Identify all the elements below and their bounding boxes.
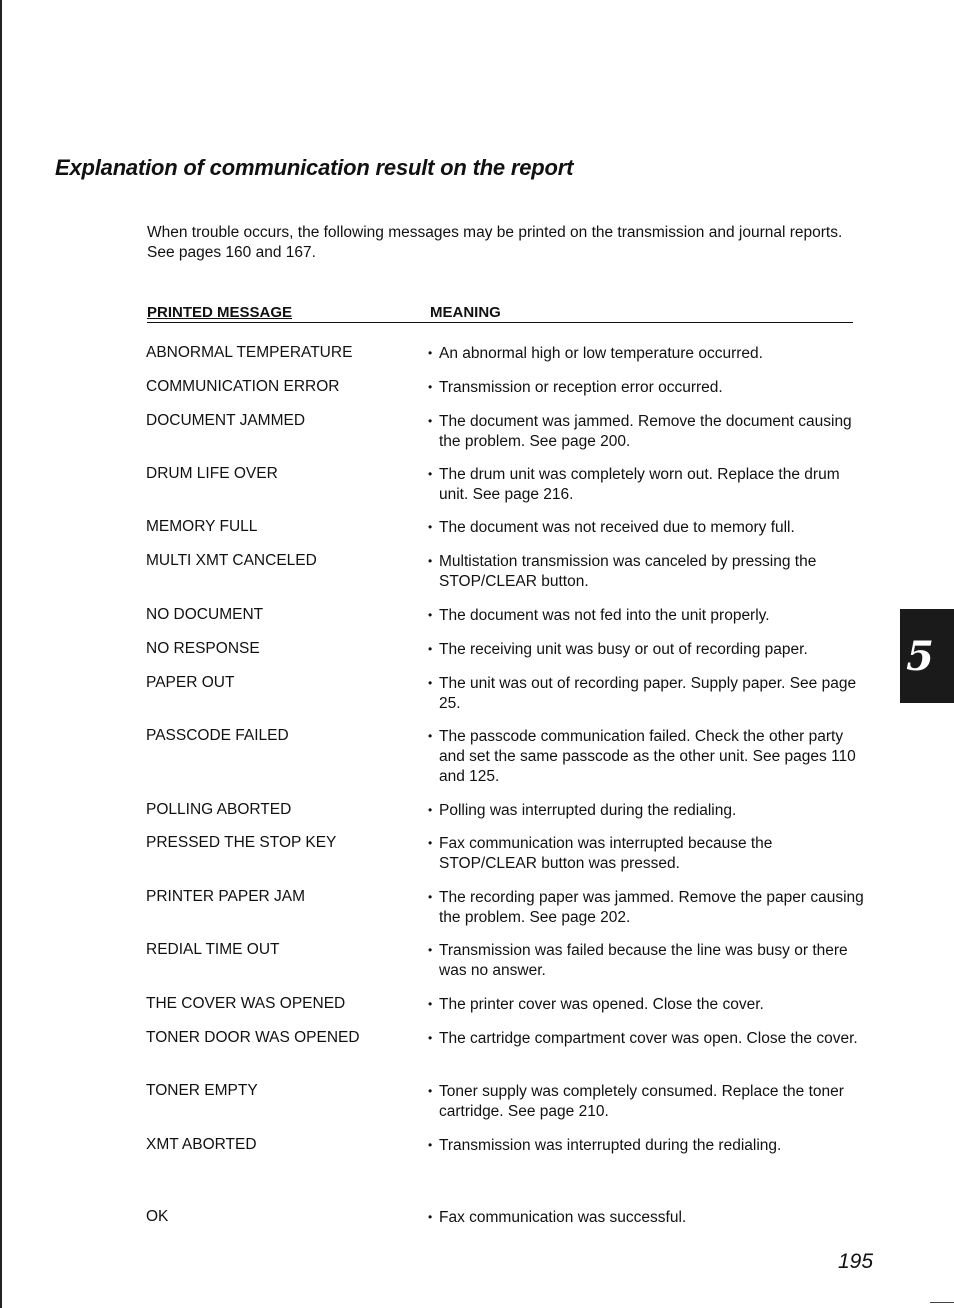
page-left-border	[0, 0, 2, 1308]
bullet-icon: •	[428, 890, 433, 904]
message-meaning: • The drum unit was completely worn out. Replace the drum unit. See page 216.	[428, 466, 840, 503]
message-meaning: • The passcode communication failed. Check the other party and set the same passcode as the other unit. See pages 110 and 125.	[428, 728, 856, 785]
printed-message: MULTI XMT CANCELED	[146, 552, 317, 569]
bullet-icon: •	[428, 608, 433, 622]
bullet-icon: •	[428, 943, 433, 957]
printed-message: PRESSED THE STOP KEY	[146, 834, 337, 851]
page-number: 195	[838, 1250, 874, 1273]
bullet-icon: •	[428, 380, 433, 394]
printed-message: THE COVER WAS OPENED	[146, 995, 346, 1012]
printed-message: DRUM LIFE OVER	[146, 465, 278, 482]
bullet-icon: •	[428, 1138, 433, 1152]
table-header	[147, 304, 853, 323]
bullet-icon: •	[428, 1084, 433, 1098]
printed-message: OK	[146, 1208, 169, 1225]
printed-message: PASSCODE FAILED	[146, 727, 289, 744]
printed-message: MEMORY FULL	[146, 518, 258, 535]
printed-message: DOCUMENT JAMMED	[146, 412, 306, 429]
message-meaning: • An abnormal high or low temperature occurred.	[428, 345, 763, 362]
bullet-icon: •	[428, 467, 433, 481]
printed-message: TONER EMPTY	[146, 1082, 258, 1099]
bullet-icon: •	[428, 1031, 433, 1045]
message-meaning: • Fax communication was interrupted because the STOP/CLEAR button was pressed.	[428, 835, 773, 872]
bullet-icon: •	[428, 676, 433, 690]
printed-message: TONER DOOR WAS OPENED	[146, 1029, 360, 1046]
bullet-icon: •	[428, 520, 433, 534]
bullet-icon: •	[428, 642, 433, 656]
message-meaning: • The printer cover was opened. Close the cover.	[428, 996, 764, 1013]
message-meaning: • The document was not received due to memory full.	[428, 519, 795, 536]
message-meaning: • The cartridge compartment cover was open. Close the cover.	[428, 1030, 858, 1047]
header-meaning: MEANING	[430, 304, 501, 321]
message-meaning: • The recording paper was jammed. Remove the paper causing the problem. See page 202.	[428, 889, 864, 926]
printed-message: ABNORMAL TEMPERATURE	[146, 344, 353, 361]
chapter-number: 5	[906, 633, 934, 680]
message-meaning: • Polling was interrupted during the redialing.	[428, 802, 737, 819]
printed-message: COMMUNICATION ERROR	[146, 378, 340, 395]
page-title: Explanation of communication result on the report	[55, 155, 574, 180]
message-meaning: • The receiving unit was busy or out of recording paper.	[428, 641, 808, 658]
page-corner-line	[930, 1302, 954, 1303]
message-meaning: • The document was jammed. Remove the document causing the problem. See page 200.	[428, 413, 852, 450]
bullet-icon: •	[428, 997, 433, 1011]
printed-message: PAPER OUT	[146, 674, 235, 691]
bullet-icon: •	[428, 414, 433, 428]
printed-message: XMT ABORTED	[146, 1136, 257, 1153]
bullet-icon: •	[428, 729, 433, 743]
message-meaning: • Toner supply was completely consumed. Replace the toner cartridge. See page 210.	[428, 1083, 844, 1120]
bullet-icon: •	[428, 836, 433, 850]
bullet-icon: •	[428, 803, 433, 817]
message-meaning: • The document was not fed into the unit properly.	[428, 607, 770, 624]
message-meaning: • Fax communication was successful.	[428, 1209, 687, 1226]
bullet-icon: •	[428, 346, 433, 360]
intro-paragraph: When trouble occurs, the following messages may be printed on the transmission and journal reports. See pages 160 and 167.	[147, 224, 843, 261]
printed-message: NO RESPONSE	[146, 640, 260, 657]
header-printed-message: PRINTED MESSAGE	[147, 304, 293, 321]
message-meaning: • Transmission was failed because the line was busy or there was no answer.	[428, 942, 848, 979]
printed-message: NO DOCUMENT	[146, 606, 264, 623]
chapter-tab	[900, 609, 954, 703]
printed-message: PRINTER PAPER JAM	[146, 888, 306, 905]
message-meaning: • The unit was out of recording paper. Supply paper. See page 25.	[428, 675, 857, 712]
bullet-icon: •	[428, 554, 433, 568]
printed-message: REDIAL TIME OUT	[146, 941, 280, 958]
printed-message: POLLING ABORTED	[146, 801, 292, 818]
message-meaning: • Multistation transmission was canceled by pressing the STOP/CLEAR button.	[428, 553, 817, 590]
bullet-icon: •	[428, 1210, 433, 1224]
message-meaning: • Transmission or reception error occurred.	[428, 379, 723, 396]
message-meaning: • Transmission was interrupted during the redialing.	[428, 1137, 782, 1154]
